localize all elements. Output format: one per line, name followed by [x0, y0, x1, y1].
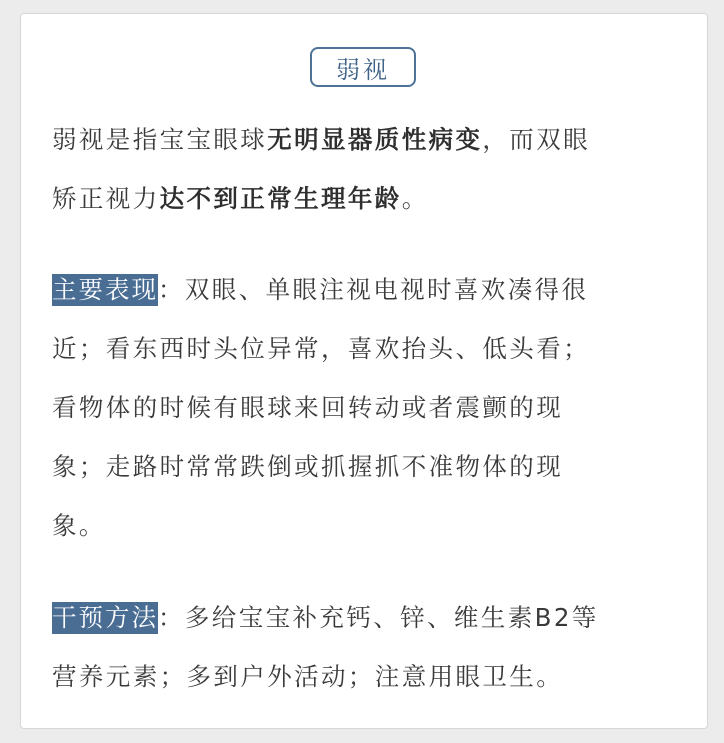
intervention-colon: ：	[158, 603, 185, 632]
symptoms-line-2: 近；看东西时头位异常，喜欢抬头、低头看；	[52, 334, 590, 363]
intervention-line-2: 营养元素；多到户外活动；注意用眼卫生。	[52, 662, 564, 691]
definition-text: 。	[401, 184, 429, 213]
symptoms-line-1	[52, 260, 682, 319]
symptoms-line-3: 看物体的时候有眼球来回转动或者震颤的现	[52, 393, 564, 422]
definition-text: 矫正视力	[52, 184, 160, 213]
definition-text: ，而双眼	[482, 125, 591, 154]
symptoms-colon: ：	[158, 275, 185, 304]
section-title-badge	[310, 47, 416, 87]
definition-emphasis: 达不到正常生理年龄	[159, 184, 402, 213]
intervention-line-1	[52, 588, 682, 647]
definition-text: 弱视是指宝宝眼球	[52, 125, 268, 154]
definition-emphasis: 无明显器质性病变	[267, 125, 483, 154]
symptoms-line-4: 象；走路时常常跌倒或抓握抓不准物体的现	[52, 452, 564, 481]
symptoms-line-5: 象。	[52, 511, 106, 540]
article-card	[20, 13, 708, 729]
intervention-text: 多给宝宝补充钙、锌、维生素B2等	[184, 603, 599, 632]
intervention-paragraph	[52, 588, 682, 706]
symptoms-text: 双眼、单眼注视电视时喜欢凑得很	[184, 275, 589, 304]
definition-paragraph	[52, 110, 682, 228]
definition-line-2	[52, 169, 682, 228]
definition-line-1	[52, 110, 682, 169]
symptoms-label-tag: 主要表现	[52, 275, 158, 304]
intervention-label-tag: 干预方法	[52, 603, 158, 632]
symptoms-paragraph	[52, 260, 682, 555]
section-title: 弱视	[336, 55, 390, 84]
